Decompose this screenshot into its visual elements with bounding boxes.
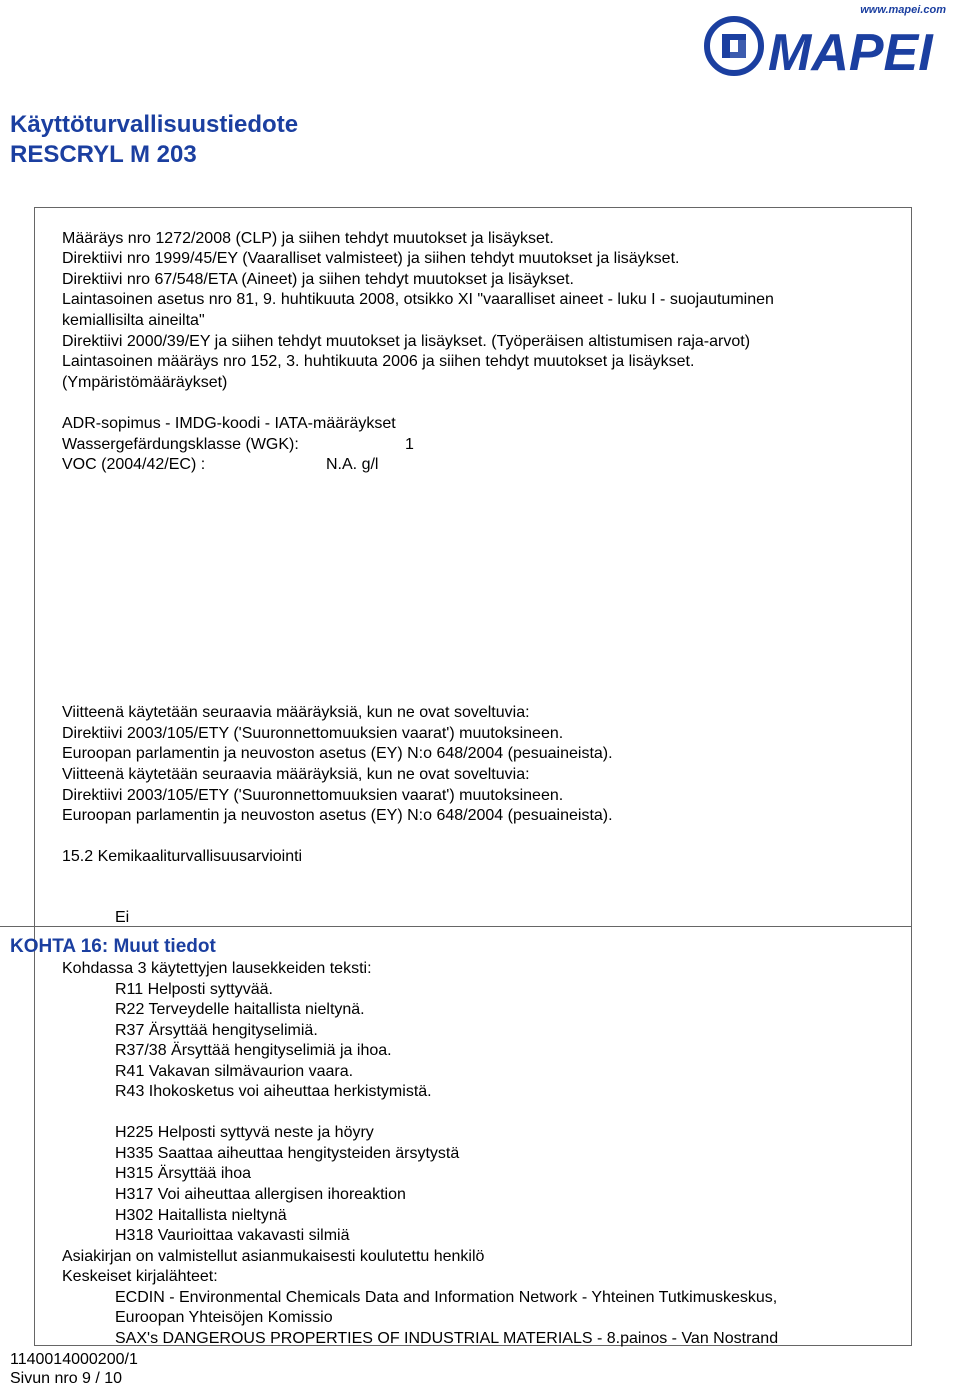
regulation-line: Määräys nro 1272/2008 (CLP) ja siihen tehdyt muutokset ja lisäykset. [62,230,554,247]
reference-line: Euroopan parlamentin ja neuvoston asetus (EY) N:o 648/2004 (pesuaineista). [62,745,613,762]
section-15-2-value: Ei [115,909,130,926]
h-phrase: H318 Vaurioittaa vakavasti silmiä [115,1227,350,1244]
document-title [10,110,298,170]
voc-label: VOC (2004/42/EC) : [62,456,206,473]
wgk-label: Wassergefärdungsklasse (WGK): [62,436,299,453]
section-16-heading: KOHTA 16: Muut tiedot [10,936,216,957]
regulation-line: Laintasoinen asetus nro 81, 9. huhtikuuta 2008, otsikko XI "vaaralliset aineet - luku I - suojautuminen [62,291,774,308]
section-separator [0,926,912,927]
prepared-by: Asiakirjan on valmistellut asianmukaisesti koulutettu henkilö [62,1248,485,1265]
phrases-intro: Kohdassa 3 käytettyjen lausekkeiden teksti: [62,960,372,977]
reference-line: Direktiivi 2003/105/ETY ('Suuronnettomuuksien vaarat') muutoksineen. [62,787,564,804]
title-line-2: RESCRYL M 203 [10,141,197,168]
h-phrase: H302 Haitallista nieltynä [115,1207,287,1224]
regulation-line: kemiallisilta aineilta" [62,312,205,329]
sources-label: Keskeiset kirjalähteet: [62,1268,218,1285]
h-phrase: H225 Helposti syttyvä neste ja höyry [115,1124,374,1141]
reference-line: Euroopan parlamentin ja neuvoston asetus (EY) N:o 648/2004 (pesuaineista). [62,807,613,824]
r-phrase: R37 Ärsyttää hengityselimiä. [115,1022,318,1039]
regulation-line: (Ympäristömääräykset) [62,374,228,391]
website-url: www.mapei.com [860,4,946,16]
h-phrase: H315 Ärsyttää ihoa [115,1165,252,1182]
regulation-line: Direktiivi 2000/39/EY ja siihen tehdyt muutokset ja lisäykset. (Työperäisen altistumisen raja-arvot) [62,333,751,350]
document-code: 1140014000200/1 [10,1351,138,1368]
reference-line: Direktiivi 2003/105/ETY ('Suuronnettomuuksien vaarat') muutoksineen. [62,725,564,742]
r-phrase: R37/38 Ärsyttää hengityselimiä ja ihoa. [115,1042,392,1059]
adr-line: ADR-sopimus - IMDG-koodi - IATA-määräykset [62,415,396,432]
r-phrase: R41 Vakavan silmävaurion vaara. [115,1063,354,1080]
h-phrase: H335 Saattaa aiheuttaa hengitysteiden ärsytystä [115,1145,460,1162]
page-number: Sivun nro 9 / 10 [10,1370,123,1387]
source-item: Euroopan Yhteisöjen Komissio [115,1309,333,1326]
r-phrase: R22 Terveydelle haitallista nieltynä. [115,1001,365,1018]
section-15-2-title: 15.2 Kemikaaliturvallisuusarviointi [62,848,303,865]
r-phrase: R11 Helposti syttyvää. [115,981,273,998]
regulation-line: Direktiivi nro 67/548/ETA (Aineet) ja siihen tehdyt muutokset ja lisäykset. [62,271,574,288]
mapei-logo [700,4,956,78]
reference-line: Viitteenä käytetään seuraavia määräyksiä, kun ne ovat soveltuvia: [62,704,530,721]
logo-wordmark: MAPEI [768,24,933,78]
r-phrase: R43 Ihokosketus voi aiheuttaa herkistymistä. [115,1083,432,1100]
source-item: ECDIN - Environmental Chemicals Data and Information Network - Yhteinen Tutkimuskeskus, [115,1289,778,1306]
source-item: SAX's DANGEROUS PROPERTIES OF INDUSTRIAL MATERIALS - 8.painos - Van Nostrand [115,1330,779,1347]
voc-value: N.A. g/l [326,456,379,473]
title-line-1: Käyttöturvallisuustiedote [10,111,299,138]
regulation-line: Laintasoinen määräys nro 152, 3. huhtikuuta 2006 ja siihen tehdyt muutokset ja lisäykset. [62,353,695,370]
wgk-value: 1 [405,436,414,453]
h-phrase: H317 Voi aiheuttaa allergisen ihoreaktion [115,1186,406,1203]
regulation-line: Direktiivi nro 1999/45/EY (Vaaralliset valmisteet) ja siihen tehdyt muutokset ja lisäykset. [62,250,680,267]
reference-line: Viitteenä käytetään seuraavia määräyksiä, kun ne ovat soveltuvia: [62,766,530,783]
